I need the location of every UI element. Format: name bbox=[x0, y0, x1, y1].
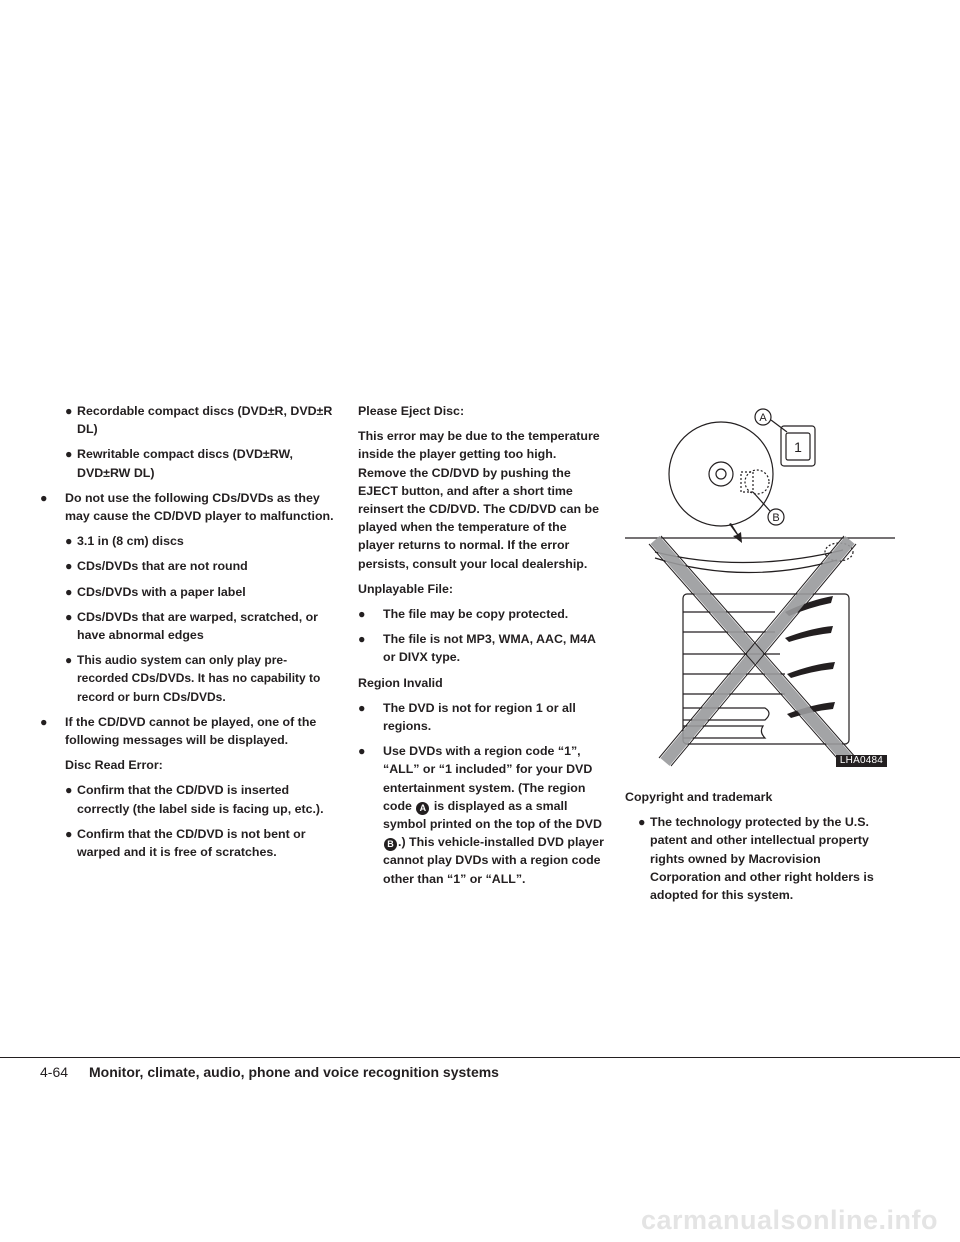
list-item bbox=[40, 557, 338, 575]
curved-arrow-icon bbox=[785, 626, 833, 642]
region-text-part1: Use DVDs with a region code “1”, “ALL” or “1 included” for your DVD entertainment system. (The region code bbox=[383, 744, 593, 813]
disc-ring-icon bbox=[709, 462, 733, 486]
list-item bbox=[625, 813, 875, 904]
list-item-text: CDs/DVDs that are warped, scratched, or have abnormal edges bbox=[77, 609, 319, 643]
bullet-icon: ● bbox=[65, 826, 73, 841]
list-item-text: Confirm that the CD/DVD is inserted correctly (the label side is facing up, etc.). bbox=[77, 783, 324, 816]
list-item-text: The file is not MP3, WMA, AAC, M4A or DIVX type. bbox=[383, 632, 596, 665]
list-item bbox=[40, 489, 338, 525]
list-item-text: CDs/DVDs that are not round bbox=[77, 559, 248, 574]
label-a-text: A bbox=[759, 412, 767, 424]
list-item-text: 3.1 in (8 cm) discs bbox=[77, 534, 184, 549]
bullet-icon: ● bbox=[65, 609, 73, 624]
bullet-icon: ● bbox=[358, 607, 366, 622]
list-item bbox=[40, 608, 338, 644]
bullet-icon: ● bbox=[65, 783, 73, 798]
list-item-text: The DVD is not for region 1 or all regions. bbox=[383, 700, 576, 734]
region-text-part3: .) This vehicle-installed DVD player cannot play DVDs with a region code other than “1” or “ALL”. bbox=[383, 835, 604, 886]
eject-heading: Please Eject Disc: bbox=[358, 404, 465, 418]
label-b-leader bbox=[753, 492, 770, 511]
list-item-text: This audio system can only play pre-recorded CDs/DVDs. It has no capability to record or burn CDs/DVDs. bbox=[77, 653, 321, 704]
bullet-icon: ● bbox=[40, 490, 48, 505]
dvd-region-figure bbox=[625, 402, 895, 775]
label-b-text: B bbox=[772, 512, 780, 524]
bullet-icon: ● bbox=[65, 534, 73, 549]
disc-shape bbox=[669, 422, 773, 526]
bullet-icon: ● bbox=[40, 714, 48, 729]
region-code-number: 1 bbox=[794, 439, 802, 455]
list-item-text: If the CD/DVD cannot be played, one of the following messages will be displayed. bbox=[65, 714, 317, 748]
page-footer bbox=[0, 1057, 960, 1083]
disc-read-heading: Disc Read Error: bbox=[65, 758, 163, 773]
disc-symbol-ring bbox=[745, 470, 769, 494]
list-item bbox=[358, 630, 604, 666]
region-text-part2: is displayed as a small symbol printed on the top of the DVD bbox=[383, 798, 602, 832]
dvd-region-illustration bbox=[625, 402, 895, 775]
column-left bbox=[40, 402, 338, 868]
list-item-text: Rewritable compact discs (DVD±RW, DVD±RW DL) bbox=[77, 447, 293, 480]
list-item bbox=[358, 605, 604, 623]
list-item bbox=[40, 583, 338, 601]
list-item-text: Recordable compact discs (DVD±R, DVD±R DL) bbox=[77, 404, 333, 437]
region-heading: Region Invalid bbox=[358, 675, 443, 690]
bullet-icon: ● bbox=[65, 447, 73, 462]
list-item bbox=[40, 445, 338, 481]
insert-arrow-icon bbox=[729, 523, 742, 543]
list-item-text: Confirm that the CD/DVD is not bent or warped and it is free of scratches. bbox=[77, 826, 306, 860]
list-item bbox=[40, 532, 338, 550]
list-item-text: Do not use the following CDs/DVDs as they may cause the CD/DVD player to malfunction. bbox=[65, 490, 334, 524]
list-item bbox=[40, 781, 338, 817]
list-item bbox=[358, 699, 604, 735]
disc-hole-icon bbox=[716, 469, 726, 479]
list-item-text bbox=[383, 744, 604, 885]
list-item-text: The technology protected by the U.S. patent and other intellectual property rights owned by Macrovision Corporation and other right holders is adopted for this system. bbox=[650, 815, 874, 903]
column-right bbox=[625, 788, 875, 911]
callout-a-icon: A bbox=[416, 802, 429, 815]
list-item-text: The file may be copy protected. bbox=[383, 607, 569, 622]
page-number: 4-64 bbox=[40, 1064, 69, 1080]
bullet-icon: ● bbox=[65, 559, 73, 574]
bullet-icon: ● bbox=[65, 584, 73, 599]
bullet-icon: ● bbox=[358, 744, 366, 759]
site-watermark: carmanualsonline.info bbox=[640, 1205, 938, 1235]
callout-b-icon: B bbox=[384, 838, 397, 851]
footer-rule bbox=[0, 1057, 960, 1058]
list-item bbox=[40, 402, 338, 438]
bullet-icon: ● bbox=[358, 632, 366, 647]
bullet-icon: ● bbox=[638, 815, 646, 830]
bullet-icon: ● bbox=[358, 700, 366, 715]
column-middle bbox=[358, 402, 604, 895]
list-item bbox=[40, 651, 338, 706]
unplayable-heading: Unplayable File: bbox=[358, 581, 454, 596]
bullet-icon: ● bbox=[65, 653, 73, 668]
list-item bbox=[358, 742, 604, 888]
list-item bbox=[40, 825, 338, 861]
eject-paragraph: This error may be due to the temperature inside the player getting too high. Remove the CD/DVD by pushing the EJECT button, and after a short time reinsert the CD/DVD. The CD/DVD can be played when the temperature of the player returns to normal. If the error persists, consult your local dealership. bbox=[358, 429, 600, 571]
list-item bbox=[40, 713, 338, 749]
chapter-title: Monitor, climate, audio, phone and voice recognition systems bbox=[89, 1064, 499, 1080]
copyright-heading: Copyright and trademark bbox=[625, 790, 773, 804]
list-item-text: CDs/DVDs with a paper label bbox=[77, 584, 246, 599]
bullet-icon: ● bbox=[65, 404, 73, 418]
figure-code: LHA0484 bbox=[836, 755, 887, 767]
curved-arrow-icon bbox=[787, 662, 835, 678]
